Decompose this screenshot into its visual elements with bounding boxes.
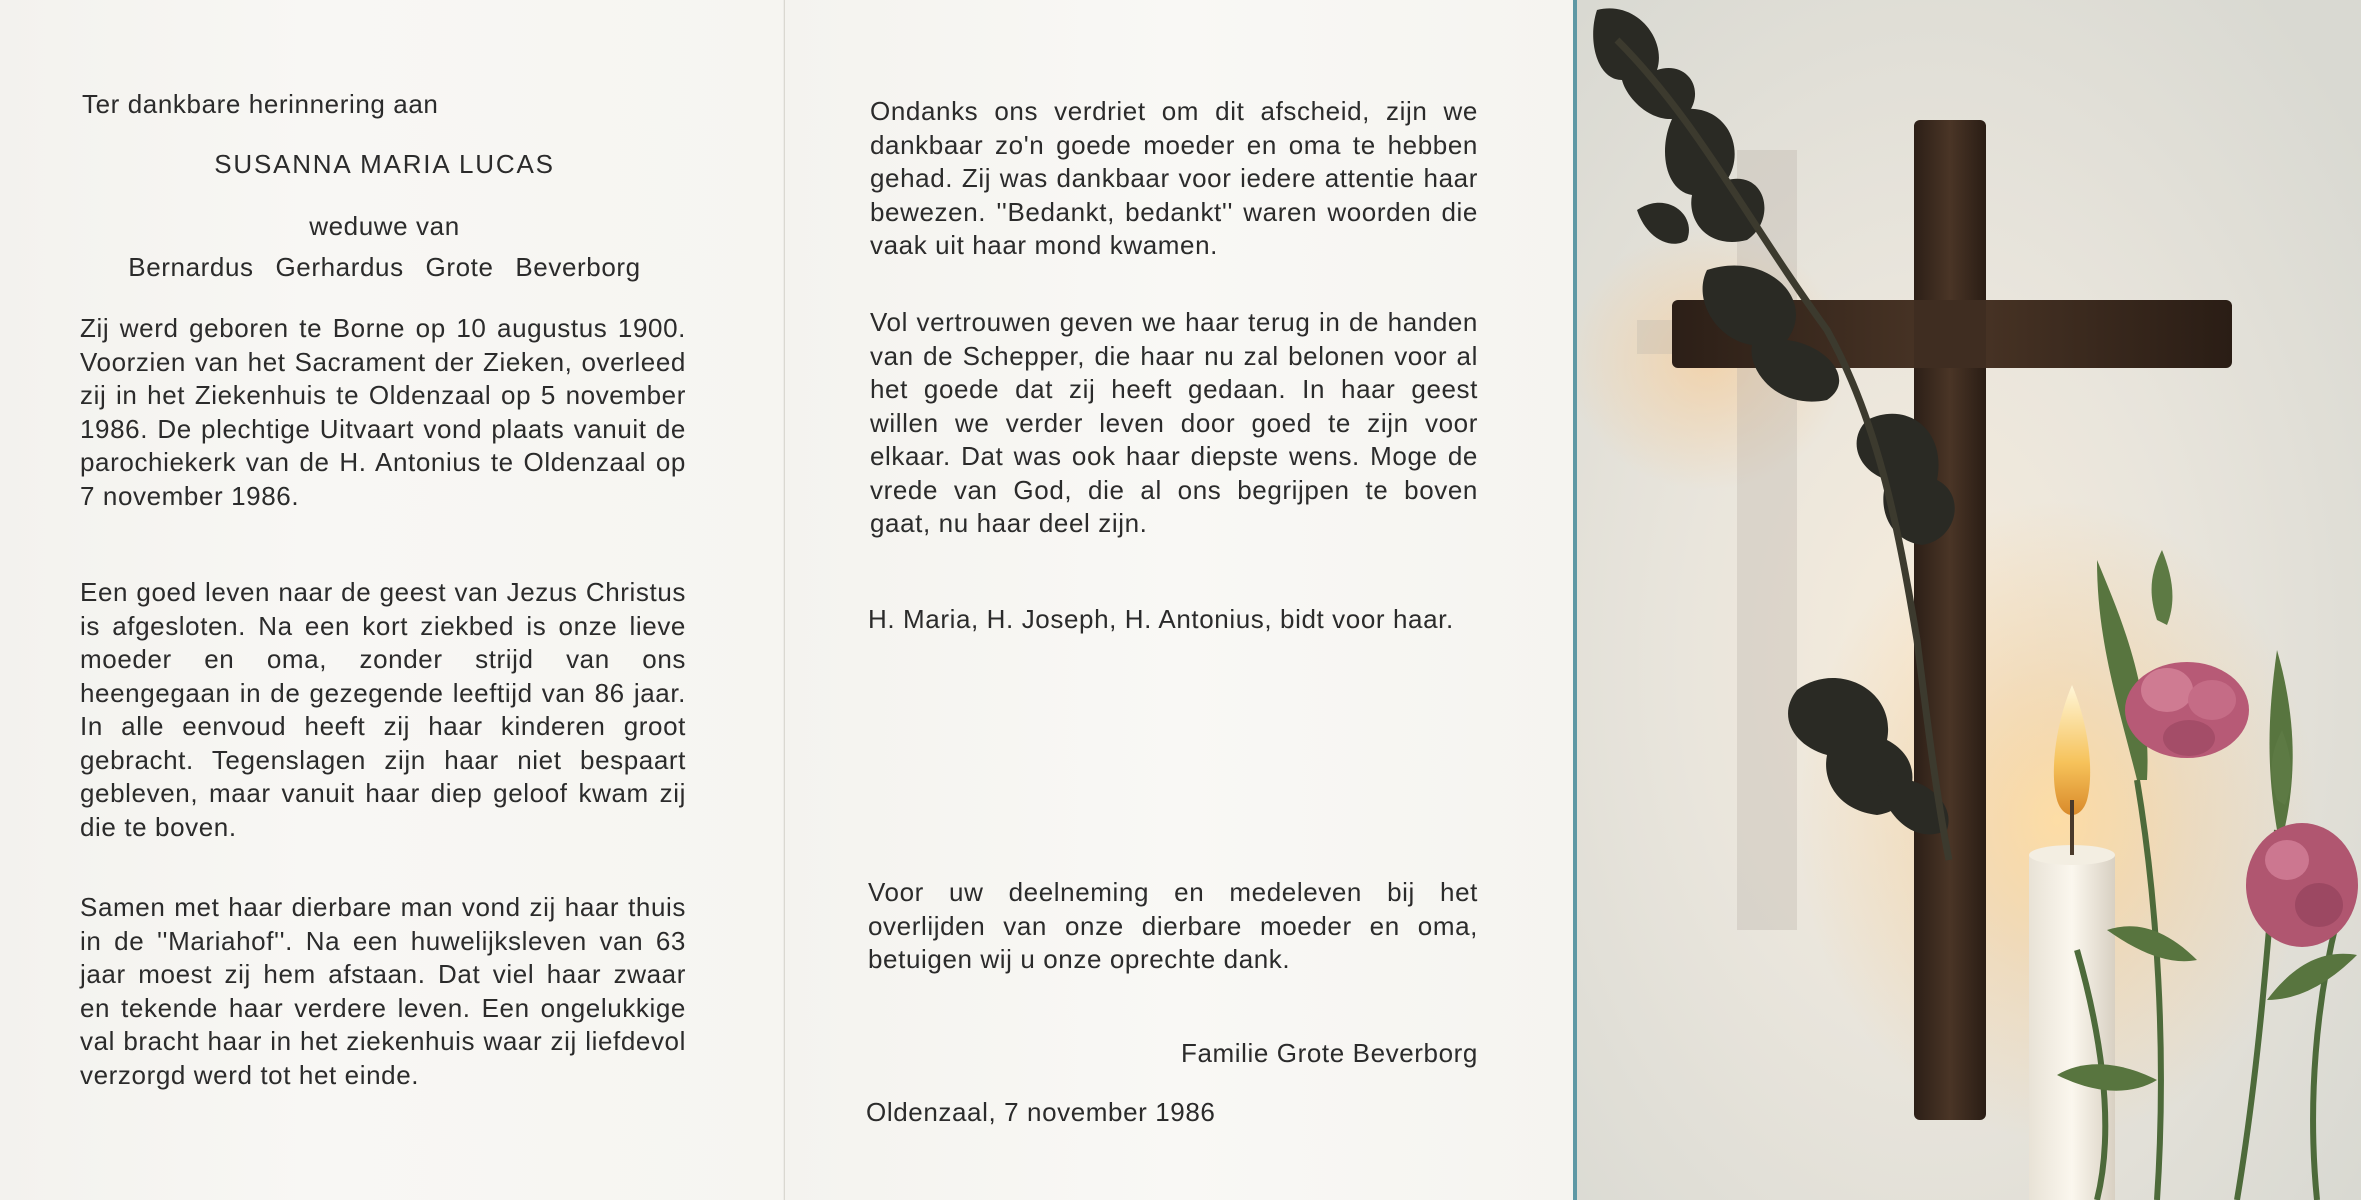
cross-candle-photo <box>1577 0 2361 1200</box>
middle-panel <box>785 0 1573 1200</box>
marriage-paragraph: Samen met haar dierbare man vond zij haar thuis in de ''Mariahof''. Na een huwelijksleven van 63 jaar moest zij hem afstaan. Dat viel haar zwaar en tekende haar verdere leven. Een ongelukkige val bracht haar in het ziekenhuis waar zij liefdevol verzorgd werd tot het einde. <box>80 892 686 1090</box>
husband-name: Bernardus Gerhardus Grote Beverborg <box>128 252 641 282</box>
intro-line: Ter dankbare herinnering aan <box>82 89 439 119</box>
widow-of-label: weduwe van <box>309 211 460 241</box>
faith-paragraph: Vol vertrouwen geven we haar terug in de handen van de Schepper, die haar nu zal belonen voor al het goede dat zij heeft gedaan. In haar geest willen we verder leven door goed te zijn voor elkaar. Dat was ook haar diepste wens. Moge de vrede van God, die al ons begrijpen te boven gaat, nu haar deel zijn. <box>870 307 1478 538</box>
gratitude-paragraph: Ondanks ons verdriet om dit afscheid, zijn we dankbaar zo'n goede moeder en oma te hebben gehad. Zij was dankbaar voor iedere attentie haar bewezen. ''Bedankt, bedankt'' waren woorden die vaak uit haar mond kwamen. <box>870 96 1478 260</box>
prayer-line: H. Maria, H. Joseph, H. Antonius, bidt voor haar. <box>868 604 1454 634</box>
right-panel <box>1573 0 2361 1200</box>
thanks-paragraph: Voor uw deelneming en medeleven bij het overlijden van onze dierbare moeder en oma, betuigen wij u onze oprechte dank. <box>868 877 1478 974</box>
birth-death-paragraph: Zij werd geboren te Borne op 10 augustus 1900. Voorzien van het Sacrament der Zieken, overleed zij in het Ziekenhuis te Oldenzaal op 5 november 1986. De plechtige Uitvaart vond plaats vanuit de parochiekerk van de H. Antonius te Oldenzaal op 7 november 1986. <box>80 313 686 511</box>
family-signature: Familie Grote Beverborg <box>1180 1038 1478 1068</box>
left-panel <box>0 0 785 1200</box>
place-date: Oldenzaal, 7 november 1986 <box>866 1097 1216 1127</box>
life-paragraph: Een goed leven naar de geest van Jezus Christus is afgesloten. Na een kort ziekbed is onze lieve moeder en oma, zonder strijd van ons heengegaan in de gezegende leeftijd van 86 jaar. In alle eenvoud heeft zij haar kinderen groot gebracht. Tegenslagen zijn haar niet bespaart gebleven, maar vanuit haar diep geloof kwam zij die te boven. <box>80 577 686 842</box>
deceased-name: SUSANNA MARIA LUCAS <box>214 149 555 179</box>
